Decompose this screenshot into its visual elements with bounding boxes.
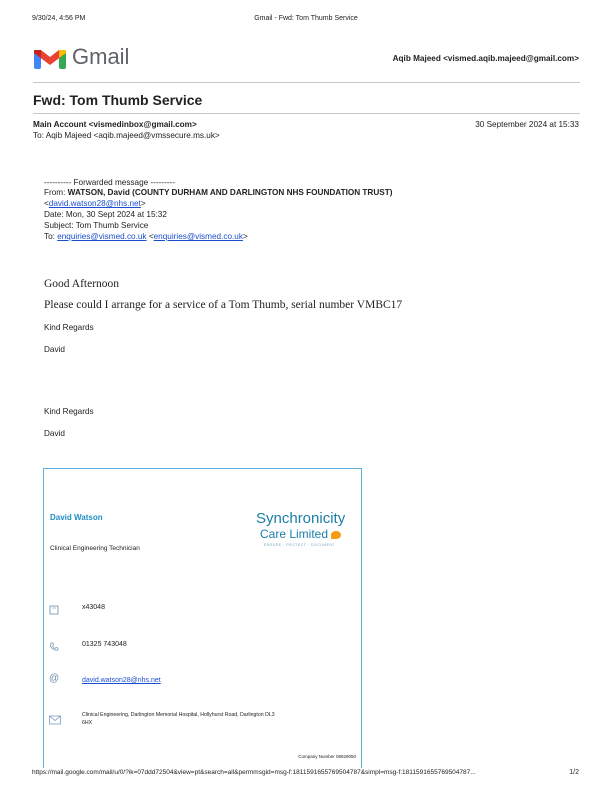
body-line: Please could I arrange for a service of a Tom Thumb, serial number VMBC17: [44, 299, 403, 311]
print-url: https://mail.google.com/mail/u/0/?ik=07ddd72504&view=pt&search=all&permmsgid=msg-f:1811591655769504787&simpl=msg-f:1811591655769504787...: [32, 769, 476, 776]
body-name: David: [44, 345, 65, 354]
gmail-logo-icon[interactable]: [33, 44, 67, 70]
company-logo: [256, 511, 361, 547]
company-logo-dot-icon: [331, 531, 341, 539]
sender-email-link[interactable]: david.watson28@nhs.net: [48, 199, 141, 208]
signature-phone: 01325 743048: [82, 641, 127, 648]
phone-icon: [49, 639, 59, 649]
envelope-icon: [49, 712, 61, 722]
forwarded-from-email: <david.watson28@nhs.net>: [44, 199, 146, 208]
company-number: Company Number 08929050: [298, 754, 356, 759]
company-name-line2: Care Limited: [260, 527, 361, 541]
email-subject: Fwd: Tom Thumb Service: [33, 92, 203, 108]
company-name-line1: Synchronicity: [256, 510, 346, 527]
body-regards: Kind Regards: [44, 323, 94, 332]
signature-title: Clinical Engineering Technician: [50, 545, 140, 552]
signature-email-link[interactable]: david.watson28@nhs.net: [82, 677, 161, 684]
forwarded-from: From: WATSON, David (COUNTY DURHAM AND DARLINGTON NHS FOUNDATION TRUST): [44, 188, 393, 197]
print-doc-title: Gmail - Fwd: Tom Thumb Service: [254, 15, 358, 22]
forwarded-marker: ---------- Forwarded message ---------: [44, 178, 175, 187]
email-to: To: Aqib Majeed <aqib.majeed@vmssecure.ms.uk>: [33, 131, 220, 140]
recipient-email-link[interactable]: enquiries@vismed.co.uk: [57, 232, 147, 241]
signature-name: David Watson: [50, 513, 103, 522]
extension-icon: [49, 602, 59, 612]
signature-extension: x43048: [82, 604, 105, 611]
divider: [33, 82, 580, 83]
body-name-2: David: [44, 429, 65, 438]
recipient-email-link-2[interactable]: enquiries@vismed.co.uk: [153, 232, 243, 241]
divider: [33, 113, 580, 114]
email-date: 30 September 2024 at 15:33: [475, 120, 579, 129]
email-from: Main Account <vismedinbox@gmail.com>: [33, 120, 197, 129]
account-address: Aqib Majeed <vismed.aqib.majeed@gmail.com>: [392, 54, 579, 63]
print-page-number: 1/2: [569, 769, 579, 776]
print-datetime: 9/30/24, 4:56 PM: [32, 15, 86, 22]
gmail-logo-text: Gmail: [72, 44, 130, 69]
signature-address: Clinical Engineering, Darlington Memorial Hospital, Hollyhurst Road, Darlington DL3 6HX: [82, 712, 275, 726]
body-regards-2: Kind Regards: [44, 407, 94, 416]
body-greeting: Good Afternoon: [44, 278, 120, 290]
forwarded-date: Date: Mon, 30 Sept 2024 at 15:32: [44, 210, 167, 219]
forwarded-subject: Subject: Tom Thumb Service: [44, 221, 149, 230]
at-sign-icon: @: [49, 673, 60, 684]
signature-card: [43, 468, 362, 768]
forwarded-to: To: enquiries@vismed.co.uk <enquiries@vismed.co.uk>: [44, 232, 248, 241]
company-tagline: ENSURE · PROTECT · DOCUMENT: [264, 543, 336, 547]
